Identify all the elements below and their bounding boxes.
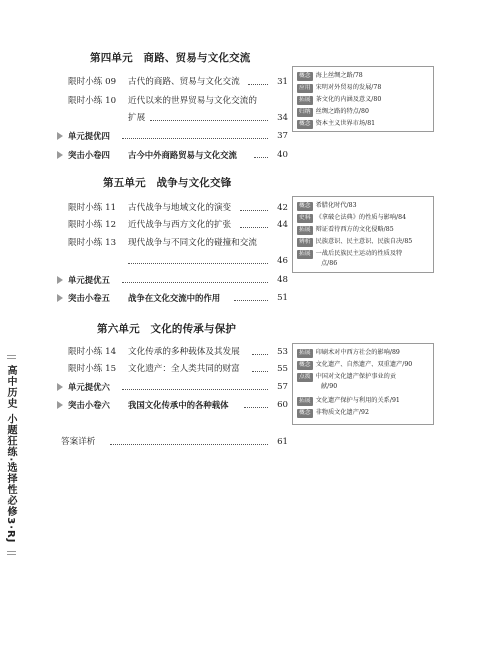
toc-row-answers[interactable] xyxy=(56,435,288,449)
side-item[interactable] xyxy=(297,201,357,211)
toc-page: 42 xyxy=(277,203,288,213)
side-item[interactable] xyxy=(297,249,402,259)
tag-badge: 拓展 xyxy=(299,349,311,356)
unit-4-title: 第四单元 商路、贸易与文化交流 xyxy=(90,52,251,64)
tag-badge: 应用 xyxy=(299,84,311,91)
side-item[interactable] xyxy=(297,119,375,129)
tag-badge: 概念 xyxy=(299,202,311,209)
side-text: 辩证看待西方的文化侵略/85 xyxy=(315,226,394,233)
side-continuation: 献/90 xyxy=(321,383,338,390)
side-text: 希腊化时代/83 xyxy=(315,202,357,209)
side-item[interactable] xyxy=(297,71,363,81)
leader-dots xyxy=(240,210,268,211)
toc-page: 60 xyxy=(277,400,288,410)
leader-dots xyxy=(128,263,268,264)
toc-row-unit-review[interactable] xyxy=(56,380,288,394)
side-item[interactable] xyxy=(297,237,412,247)
toc-label: 单元提优四 xyxy=(68,131,110,141)
toc-label: 答案详析 xyxy=(61,437,96,447)
tag-badge: 点拨 xyxy=(299,373,311,380)
toc-page: 40 xyxy=(277,150,288,160)
toc-page: 51 xyxy=(277,293,288,303)
toc-page: 37 xyxy=(277,131,288,141)
toc-text: 文化遗产：全人类共同的财富 xyxy=(128,364,240,374)
toc-text: 现代战争与不同文化的碰撞和交流 xyxy=(128,238,257,248)
side-text: 中国对文化遗产保护事业的贡 xyxy=(315,373,397,380)
leader-dots xyxy=(122,282,268,283)
toc-label: 单元提优五 xyxy=(68,275,110,285)
side-text: 《拿破仑法典》的性质与影响/84 xyxy=(315,214,407,221)
toc-label: 限时小练 13 xyxy=(68,238,117,248)
side-item[interactable] xyxy=(297,408,369,418)
tag-badge: 概念 xyxy=(299,72,311,79)
side-item[interactable] xyxy=(297,348,400,358)
toc-page: 53 xyxy=(277,347,288,357)
toc-page: 57 xyxy=(277,382,288,392)
toc-text: 近代战争与西方文化的扩张 xyxy=(128,220,232,230)
leader-dots xyxy=(122,389,268,390)
tag-badge: 史料 xyxy=(299,214,311,221)
triangle-arrow-icon xyxy=(57,294,63,302)
tag-badge: 归纳 xyxy=(299,108,311,115)
leader-dots xyxy=(122,138,268,139)
leader-dots xyxy=(110,444,268,445)
spine-divider xyxy=(7,554,16,555)
triangle-arrow-icon xyxy=(57,132,63,140)
toc-row[interactable] xyxy=(56,254,288,268)
tag-badge: 拓展 xyxy=(299,250,311,257)
toc-row[interactable] xyxy=(56,75,288,89)
toc-text: 近代以来的世界贸易与文化交流的 xyxy=(128,96,257,106)
toc-label: 限时小练 14 xyxy=(68,347,117,357)
toc-label: 突击小卷六 xyxy=(68,400,110,410)
side-text: 宋明对外贸易的发展/78 xyxy=(315,84,382,91)
side-text: 文化遗产保护与利用的关系/91 xyxy=(315,397,400,404)
side-text: 非物质文化遗产/92 xyxy=(315,409,369,416)
leader-dots xyxy=(252,354,268,355)
toc-row-unit-review[interactable] xyxy=(56,129,288,143)
leader-dots xyxy=(248,84,268,85)
toc-page: 61 xyxy=(277,437,288,447)
side-item[interactable] xyxy=(297,372,396,382)
toc-text: 我国文化传承中的各种载体 xyxy=(128,400,229,410)
triangle-arrow-icon xyxy=(57,383,63,391)
tag-badge: 概念 xyxy=(299,120,311,127)
side-item[interactable] xyxy=(297,107,369,117)
toc-row[interactable] xyxy=(56,362,288,376)
leader-dots xyxy=(240,227,268,228)
leader-dots xyxy=(150,120,268,121)
toc-page: 48 xyxy=(277,275,288,285)
unit-5-sidebar xyxy=(292,196,434,273)
side-text: 丝绸之路的特点/80 xyxy=(315,108,369,115)
toc-text: 战争在文化交流中的作用 xyxy=(128,293,221,303)
side-item[interactable] xyxy=(297,225,394,235)
toc-text: 古代战争与地域文化的演变 xyxy=(128,203,232,213)
triangle-arrow-icon xyxy=(57,151,63,159)
book-spine-label xyxy=(5,355,18,555)
side-text: 海上丝绸之路/78 xyxy=(315,72,363,79)
leader-dots xyxy=(252,371,268,372)
toc-label: 限时小练 11 xyxy=(68,203,117,213)
tag-badge: 拓展 xyxy=(299,226,311,233)
toc-text: 古今中外商路贸易与文化交流 xyxy=(128,150,237,160)
side-item[interactable] xyxy=(297,95,381,105)
triangle-arrow-icon xyxy=(57,401,63,409)
side-text: 文化遗产、自然遗产、双重遗产/90 xyxy=(315,361,413,368)
spine-divider xyxy=(7,551,16,552)
leader-dots xyxy=(234,300,268,301)
toc-label: 单元提优六 xyxy=(68,382,110,392)
unit-6-title: 第六单元 文化的传承与保护 xyxy=(97,323,237,335)
toc-row[interactable] xyxy=(56,236,288,250)
unit-4-sidebar xyxy=(292,66,434,132)
leader-dots xyxy=(254,157,268,158)
toc-row[interactable] xyxy=(56,111,288,125)
side-item[interactable] xyxy=(297,396,400,406)
side-item[interactable] xyxy=(297,213,406,223)
toc-label: 限时小练 15 xyxy=(68,364,117,374)
toc-label: 限时小练 09 xyxy=(68,77,117,87)
toc-row-quiz[interactable] xyxy=(56,398,288,412)
toc-page: 34 xyxy=(277,113,288,123)
tag-badge: 概念 xyxy=(299,409,311,416)
toc-label: 突击小卷五 xyxy=(68,293,110,303)
toc-row[interactable] xyxy=(56,345,288,359)
tag-badge: 拓展 xyxy=(299,96,311,103)
unit-5-title: 第五单元 战争与文化交锋 xyxy=(103,177,232,189)
toc-page: 44 xyxy=(277,220,288,230)
toc-text: 古代的商路、贸易与文化交流 xyxy=(128,77,240,87)
toc-page: 55 xyxy=(277,364,288,374)
unit-6-sidebar xyxy=(292,343,434,425)
toc-row[interactable] xyxy=(56,94,288,108)
toc-row[interactable] xyxy=(56,218,288,232)
toc-page: 31 xyxy=(277,77,288,87)
side-text: 茶文化的内涵及意义/80 xyxy=(315,96,382,103)
toc-label: 限时小练 12 xyxy=(68,220,117,230)
toc-label: 突击小卷四 xyxy=(68,150,110,160)
toc-text: 扩展 xyxy=(128,113,146,123)
tag-badge: 概念 xyxy=(299,361,311,368)
side-item[interactable] xyxy=(297,83,381,93)
toc-row[interactable] xyxy=(56,201,288,215)
spine-divider xyxy=(7,358,16,359)
side-item[interactable] xyxy=(297,360,412,370)
toc-label: 限时小练 10 xyxy=(68,96,117,106)
side-continuation: 点/86 xyxy=(321,260,338,267)
toc-row-quiz[interactable] xyxy=(56,148,288,162)
tag-badge: 拓展 xyxy=(299,397,311,404)
toc-row-unit-review[interactable] xyxy=(56,273,288,287)
triangle-arrow-icon xyxy=(57,276,63,284)
tag-badge: 辨析 xyxy=(299,238,311,245)
spine-divider xyxy=(7,355,16,356)
toc-text: 文化传承的多种载体及其发展 xyxy=(128,347,240,357)
side-text: 民族意识、民主意识、民族自决/85 xyxy=(315,238,413,245)
leader-dots xyxy=(244,407,268,408)
toc-page: 46 xyxy=(277,256,288,266)
spine-text: 高中历史 小题狂练·选择性必修3·RJ xyxy=(5,365,16,544)
side-text: 印刷术对中西方社会的影响/89 xyxy=(315,349,400,356)
toc-row-quiz[interactable] xyxy=(56,291,288,305)
side-text: 一战后民族民主运动的性质及特 xyxy=(315,250,403,257)
side-text: 资本主义世界市场/81 xyxy=(315,120,376,127)
